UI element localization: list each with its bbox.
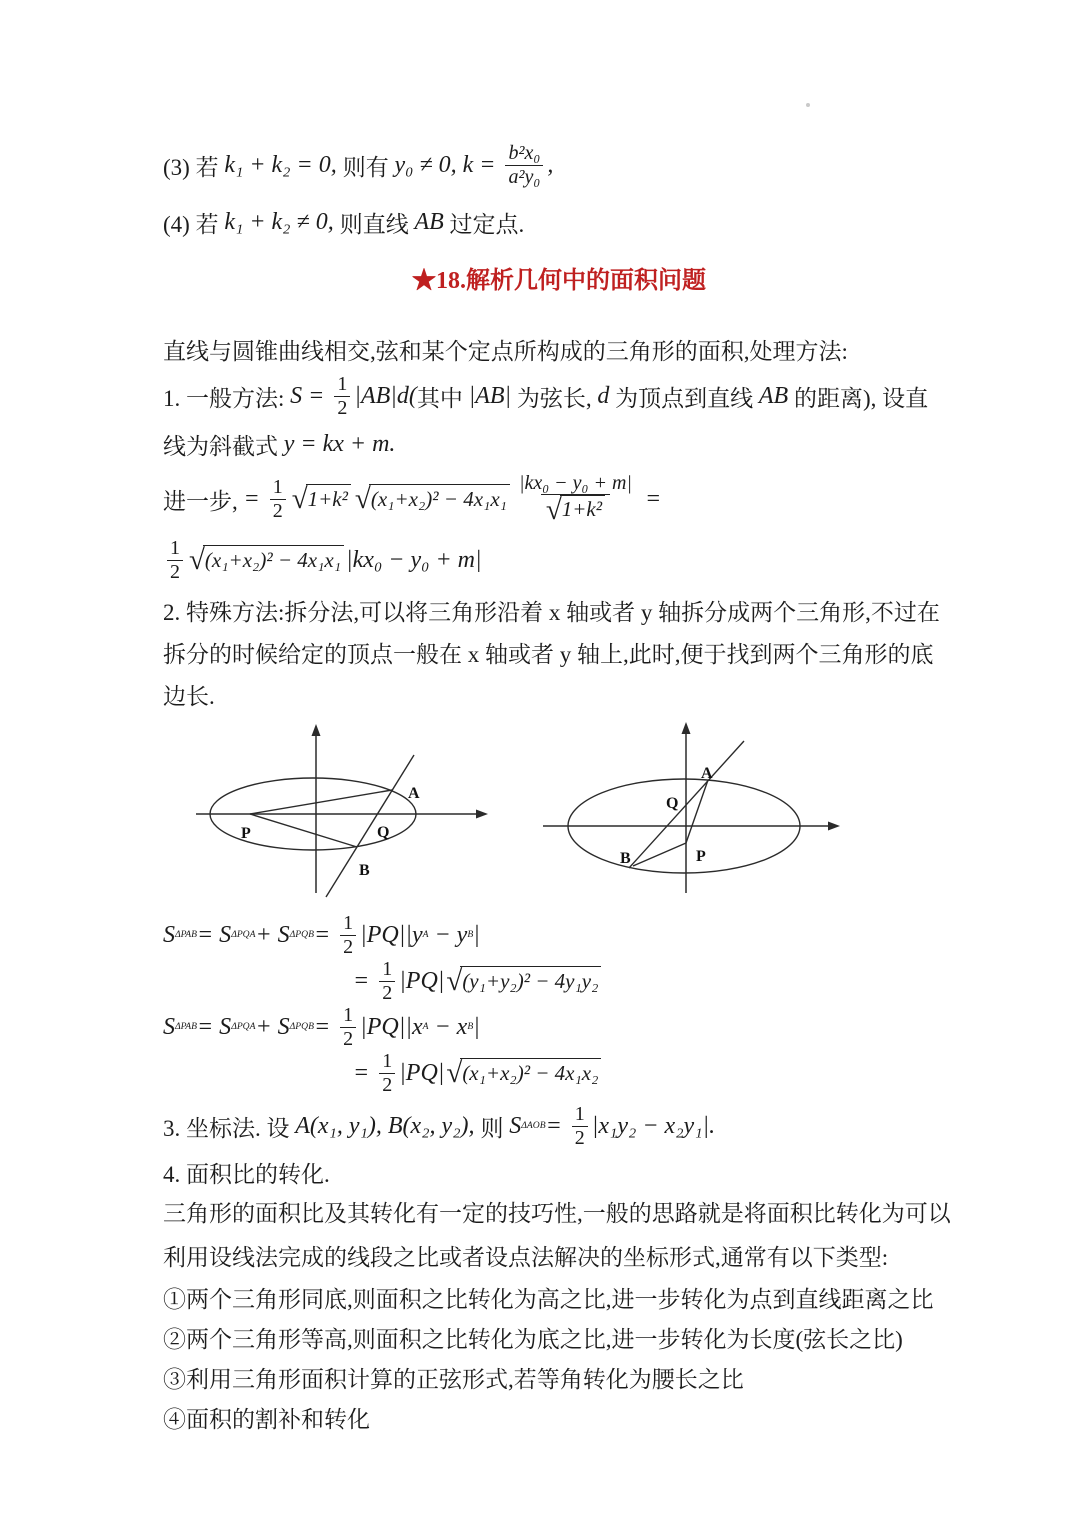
general-method-line-2 bbox=[163, 424, 955, 464]
math-segment: k₁ + k₂ ≠ 0, bbox=[224, 208, 340, 235]
subscript: ΔPQB bbox=[289, 929, 314, 941]
radical bbox=[355, 484, 510, 514]
y-axis-arrow bbox=[682, 722, 691, 734]
point-label-p: P bbox=[241, 825, 251, 842]
fraction-half bbox=[379, 1050, 395, 1096]
area-formula-x-line-2 bbox=[353, 1050, 955, 1096]
x-axis-arrow bbox=[828, 822, 840, 831]
subscript: A bbox=[422, 1021, 429, 1033]
fraction bbox=[505, 142, 543, 188]
math-segment: |kx₀ − y₀ + m| bbox=[346, 546, 482, 573]
fraction-numerator: 1 bbox=[337, 373, 348, 396]
math-segment: |PQ| bbox=[399, 1059, 445, 1086]
radical bbox=[189, 545, 344, 575]
radical-sign: √ bbox=[545, 494, 562, 527]
text-segment: 则有 bbox=[342, 154, 395, 180]
math-segment: AB bbox=[414, 208, 444, 235]
radical bbox=[292, 484, 351, 514]
text-segment: 其中 bbox=[416, 385, 469, 411]
fraction-denominator: 2 bbox=[572, 1126, 588, 1149]
fraction-denominator: 2 bbox=[167, 560, 183, 583]
point-label-q: Q bbox=[666, 795, 679, 812]
math-segment: + S bbox=[255, 921, 290, 948]
point-label-p: P bbox=[696, 848, 706, 865]
math-segment: = S bbox=[196, 1013, 232, 1040]
y-axis-arrow bbox=[312, 724, 321, 736]
fraction-numerator: 1 bbox=[170, 537, 180, 560]
radicand: (x₁+x₂)² − 4x₁x₂ bbox=[460, 1058, 601, 1086]
text-segment: 进一步, bbox=[163, 488, 244, 514]
math-segment: − y bbox=[428, 921, 468, 948]
fraction-denominator: 2 bbox=[379, 1073, 395, 1096]
fraction-numerator: 1 bbox=[272, 476, 283, 499]
point-label-a: A bbox=[701, 765, 713, 782]
fraction-half bbox=[340, 912, 356, 958]
special-method-paragraph bbox=[163, 592, 955, 718]
fraction-half bbox=[334, 373, 350, 419]
area-formula-y-line-1 bbox=[163, 912, 955, 958]
subscript: A bbox=[422, 929, 429, 941]
text-segment: 4. 面积比的转化. bbox=[163, 1161, 330, 1187]
list-item: ②两个三角形等高,则面积之比转化为底之比,进一步转化为长度(弦长之比) bbox=[163, 1327, 903, 1352]
intro-line bbox=[163, 330, 955, 368]
fraction-denominator: 2 bbox=[379, 981, 395, 1004]
math-segment: = bbox=[313, 1013, 337, 1040]
fraction-half bbox=[379, 958, 395, 1004]
math-segment: |PQ| bbox=[399, 967, 445, 994]
radical-sign: √ bbox=[354, 482, 371, 515]
subscript: ΔPQB bbox=[289, 1021, 314, 1033]
math-segment: A(x₁, y₁), B(x₂, y₂), bbox=[295, 1112, 481, 1139]
math-segment: k₁ + k₂ = 0, bbox=[224, 151, 343, 178]
fraction-numerator: 1 bbox=[382, 958, 393, 981]
radicand: (x₁+x₂)² − 4x₁x₁ bbox=[369, 484, 510, 512]
further-formula-line-1 bbox=[163, 464, 955, 534]
math-segment: y = kx + m. bbox=[283, 430, 396, 457]
text-segment: 则 bbox=[480, 1115, 510, 1141]
radical-sign: √ bbox=[446, 964, 463, 997]
math-segment: + S bbox=[255, 1013, 290, 1040]
math-segment: | bbox=[473, 1013, 480, 1040]
fraction-half bbox=[167, 537, 183, 583]
text-segment: 线为斜截式 bbox=[163, 433, 284, 459]
radical-sign: √ bbox=[446, 1056, 463, 1089]
math-segment: | bbox=[473, 921, 480, 948]
further-formula-line-2 bbox=[163, 534, 955, 586]
area-formula-x-line-1 bbox=[163, 1004, 955, 1050]
math-segment: = bbox=[545, 1112, 568, 1139]
math-segment: y₀ ≠ 0, k = bbox=[394, 151, 502, 178]
radicand: (x₁+x₂)² − 4x₁x₁ bbox=[203, 545, 344, 573]
area-ratio-title bbox=[163, 1152, 955, 1192]
fraction-numerator: b²x₀ bbox=[508, 142, 541, 165]
page-content bbox=[163, 130, 955, 1440]
text-segment: 1. 一般方法: bbox=[163, 385, 291, 411]
text-segment: 直线与圆锥曲线相交,弦和某个定点所构成的三角形的面积,处理方法: bbox=[163, 338, 848, 364]
area-ratio-items bbox=[163, 1280, 955, 1440]
fraction-denominator: a²y₀ bbox=[505, 165, 543, 188]
point-label-b: B bbox=[359, 862, 370, 879]
fraction-denominator: 2 bbox=[270, 499, 286, 522]
math-segment: = bbox=[353, 1059, 376, 1086]
text-segment: 的距离), 设直 bbox=[788, 385, 929, 411]
subscript: ΔPQA bbox=[231, 929, 256, 941]
segment-pa bbox=[250, 790, 392, 814]
list-item: ①两个三角形同底,则面积之比转化为高之比,进一步转化为点到直线距离之比 bbox=[163, 1287, 934, 1312]
big-fraction bbox=[516, 472, 635, 526]
math-segment: S bbox=[163, 1013, 175, 1040]
list-item: ④面积的割补和转化 bbox=[163, 1407, 370, 1432]
text-segment: (3) 若 bbox=[163, 154, 225, 180]
ellipse-figure-right bbox=[540, 720, 850, 910]
math-segment: |x₁y₂ − x₂y₁|. bbox=[591, 1112, 716, 1139]
radical bbox=[446, 966, 601, 996]
text-segment: 为顶点到直线 bbox=[609, 385, 759, 411]
subscript: B bbox=[467, 929, 474, 941]
fraction-numerator: 1 bbox=[343, 912, 354, 935]
formula-line-4 bbox=[163, 202, 955, 242]
figures-row bbox=[163, 720, 955, 912]
point-label-b: B bbox=[620, 850, 631, 867]
radical bbox=[546, 495, 605, 525]
math-segment: |PQ||y bbox=[360, 921, 423, 948]
math-segment: |AB| bbox=[468, 382, 512, 409]
fraction-denominator: 2 bbox=[340, 935, 356, 958]
formula-line-3 bbox=[163, 130, 955, 200]
general-method-line bbox=[163, 368, 955, 424]
math-segment: S = bbox=[290, 382, 331, 409]
radicand: (y₁+y₂)² − 4y₁y₂ bbox=[460, 966, 601, 994]
fraction-denominator bbox=[541, 494, 610, 525]
text-segment: 则直线 bbox=[339, 211, 415, 237]
text-segment: 3. 坐标法. 设 bbox=[163, 1115, 296, 1141]
paragraph-line: 边长. bbox=[163, 684, 215, 709]
math-segment: |AB|d( bbox=[354, 382, 417, 409]
subscript: ΔPAB bbox=[175, 1021, 197, 1033]
text-segment: 为弦长, bbox=[511, 385, 598, 411]
math-segment: = bbox=[353, 967, 376, 994]
math-segment: d bbox=[597, 382, 610, 409]
fraction-numerator: |kx₀ − y₀ + m| bbox=[518, 472, 632, 495]
fraction-half bbox=[340, 1004, 356, 1050]
radicand: 1+k² bbox=[306, 484, 351, 512]
math-segment: S bbox=[163, 921, 175, 948]
math-segment: AB bbox=[758, 382, 789, 409]
subscript: ΔPQA bbox=[231, 1021, 256, 1033]
fraction-denominator: 2 bbox=[340, 1027, 356, 1050]
radical-sign: √ bbox=[291, 482, 308, 515]
fraction-numerator: 1 bbox=[343, 1004, 354, 1027]
stray-dot bbox=[806, 103, 810, 107]
radical-sign: √ bbox=[189, 543, 205, 576]
text-segment: 过定点. bbox=[443, 211, 525, 237]
fraction-numerator: 1 bbox=[382, 1050, 393, 1073]
point-label-a: A bbox=[408, 785, 420, 802]
math-segment: = bbox=[243, 485, 266, 512]
radicand: 1+k² bbox=[560, 495, 605, 522]
subscript: B bbox=[467, 1021, 474, 1033]
math-segment: = bbox=[313, 921, 337, 948]
x-axis-arrow bbox=[476, 810, 488, 819]
subscript: ΔPAB bbox=[175, 929, 197, 941]
subscript: ΔAOB bbox=[521, 1120, 546, 1132]
segment-pa bbox=[686, 780, 708, 843]
math-segment: = bbox=[638, 485, 662, 512]
math-segment: = S bbox=[196, 921, 232, 948]
paragraph-line: 2. 特殊方法:拆分法,可以将三角形沿着 x 轴或者 y 轴拆分成两个三角形,不过在 bbox=[163, 600, 940, 625]
radical bbox=[446, 1058, 601, 1088]
fraction-half bbox=[572, 1103, 588, 1149]
math-segment: , bbox=[547, 151, 554, 178]
area-ratio-paragraph bbox=[163, 1192, 955, 1280]
math-segment: S bbox=[509, 1112, 522, 1139]
ellipse-figure-left bbox=[193, 720, 493, 910]
list-item: ③利用三角形面积计算的正弦形式,若等角转化为腰长之比 bbox=[163, 1367, 744, 1392]
fraction-denominator: 2 bbox=[334, 396, 350, 419]
text-segment: (4) 若 bbox=[163, 211, 225, 237]
fraction-numerator: 1 bbox=[574, 1103, 585, 1126]
section-heading: ★18.解析几何中的面积问题 bbox=[412, 268, 706, 294]
math-segment: − x bbox=[428, 1013, 468, 1040]
paragraph-line: 利用设线法完成的线段之比或者设点法解决的坐标形式,通常有以下类型: bbox=[163, 1245, 889, 1270]
chord-line-ab bbox=[326, 755, 414, 897]
segment-pb bbox=[250, 814, 357, 847]
point-label-q: Q bbox=[377, 824, 390, 841]
coordinate-method-line bbox=[163, 1100, 955, 1152]
area-formula-y-line-2 bbox=[353, 958, 955, 1004]
paragraph-line: 三角形的面积比及其转化有一定的技巧性,一般的思路就是将面积比转化为可以 bbox=[163, 1201, 951, 1226]
fraction-half bbox=[270, 476, 286, 522]
math-segment: |PQ||x bbox=[360, 1013, 423, 1040]
paragraph-line: 拆分的时候给定的顶点一般在 x 轴或者 y 轴上,此时,便于找到两个三角形的底 bbox=[163, 642, 934, 667]
